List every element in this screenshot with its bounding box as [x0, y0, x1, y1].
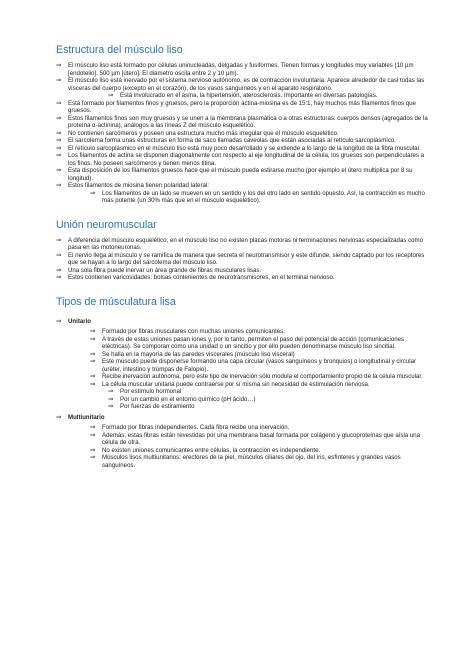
list-item: ⇒ Formado por fibras independientes. Cada fibra recibe una inervación. — [90, 423, 290, 431]
list-item: ⇒ Está involucrado en el asma, la hipertensión, aterosclerosis. Importante en diversas patologías. — [108, 91, 378, 99]
arrow-icon: ⇒ — [90, 379, 96, 388]
list-item: ⇒ El nervio llega al músculo y se ramifica de manera que secreta el neurotransmisor y este difunde, siendo captado por los receptores que se hayan a lo largo del sarcolema del músculo liso. — [56, 250, 425, 266]
subheading-multiunitario: ⇒ Multiunitario — [56, 412, 105, 421]
list-item: ⇒ Los filamentos de actina se disponen diagonalmente con respecto al eje longitudinal de la célula, los gruesos son perpendiculares a los finos. No poseen sarcómeros y tienen menos titina. — [56, 151, 425, 167]
arrow-icon: ⇒ — [56, 250, 62, 259]
arrow-icon: ⇒ — [90, 357, 96, 365]
list-item: ⇒ Este músculo puede disponerse formando una capa circular (vasos sanguíneos y bronquios) o longitudinal y circular (uréter, intestino y trompas de Falopio). — [90, 357, 417, 373]
arrow-icon: ⇒ — [56, 98, 62, 107]
list-item: ⇒ Estos filamentos de miosina tienen polaridad lateral: — [56, 181, 209, 189]
arrow-icon: ⇒ — [56, 316, 62, 325]
arrow-icon: ⇒ — [90, 372, 96, 380]
list-item: ⇒ El retículo sarcoplásmico en el músculo liso está muy poco desarrollado y se extiende a lo largo de la longitud de la fibra muscular. — [56, 143, 421, 152]
list-item: ⇒ Los filamentos de un lado se mueven en un sentido y los del otro lado en sentido opuesto. Así, la contracción es mucho más potente (un 30% más que en el músculo esquelético). — [90, 188, 425, 204]
arrow-icon: ⇒ — [56, 235, 62, 244]
arrow-icon: ⇒ — [108, 91, 114, 99]
arrow-icon: ⇒ — [56, 151, 62, 159]
list-item: ⇒ Esta disposición de los filamentos gruesos hace que el músculo pueda estirarse mucho (por ejemplo el útero multiplica por 8 su longitud). — [56, 166, 413, 182]
document-page — [56, 44, 432, 469]
list-item: ⇒ Recibe inervación autónoma, pero este tipo de inervación sólo modula el comportamiento propio de la célula muscular. — [90, 372, 423, 380]
list-item: ⇒ A diferencia del músculo esquelético, en el músculo liso no existen placas motoras ni terminaciones nerviosas especializadas como pasa en las motoneuronas. — [56, 235, 423, 251]
section-title-union: Unión neuromuscular — [56, 218, 157, 231]
list-item: ⇒ Está formado por filamentos finos y gruesos, pero la proporción actina-miosina es de 15:1, hay muchos más filamentos finos que gruesos. — [56, 98, 416, 114]
arrow-icon: ⇒ — [56, 166, 62, 174]
arrow-icon: ⇒ — [56, 61, 62, 69]
list-item: ⇒ Por un cambio en el entorno químico (pH ácido…) — [108, 394, 256, 403]
list-item: ⇒ El sarcolema forma unas estructuras en forma de saco llamadas caveolas que están asociadas al retículo sarcoplásmico. — [56, 136, 396, 144]
arrow-icon: ⇒ — [108, 394, 114, 403]
arrow-icon: ⇒ — [56, 265, 62, 274]
arrow-icon: ⇒ — [56, 128, 62, 137]
list-item: ⇒ A través de estas uniones pasan iones y, por lo tanto, permiten el paso del potencial de acción (comunicaciones eléctricas). Se comporan como una unidad o un sincitio y por ello pueden denominarse músculo liso sincitial. — [90, 334, 405, 350]
list-item: ⇒ No existen uniones comunicantes entre células, la contracción es independiente. — [90, 445, 321, 454]
arrow-icon: ⇒ — [56, 181, 62, 189]
arrow-icon: ⇒ — [56, 76, 62, 84]
list-item: ⇒ Además, estas fibras están revestidas por una membrana basal formada por colágeno y glucoproteínas que aísla una célula de otra. — [90, 430, 421, 446]
list-item: ⇒ Formado por fibras musculares con muchas uniones comunicantes. — [90, 327, 285, 335]
list-item: ⇒ La célula muscular unitaria puede contraerse por sí misma sin necesidad de estimulación nerviosa. — [90, 379, 370, 388]
arrow-icon: ⇒ — [90, 430, 96, 439]
arrow-icon: ⇒ — [108, 402, 114, 410]
arrow-icon: ⇒ — [108, 387, 114, 395]
list-item: ⇒ Músculos lisos multiunitarios: erectores de la piel, músculos ciliares del ojo, del iris, esfínteres y grandes vasos sanguíneos. — [90, 453, 401, 469]
list-item: ⇒ Por estímulo hormonal — [108, 387, 182, 395]
section-title-tipos: Tipos de músculatura lisa — [56, 295, 176, 308]
list-item: ⇒ Una sola fibra puede inervar un área grande de fibras musculares lisas. — [56, 265, 262, 274]
arrow-icon: ⇒ — [90, 453, 96, 461]
list-item: ⇒ El músculo liso está formado por células uninucleadas, delgadas y fusiformes. Tienen formas y longitudes muy variables (10 µm [endotelio], 500 µm [útero]. El diámetro oscila entre 2 y 10 µm). — [56, 61, 414, 77]
arrow-icon: ⇒ — [90, 334, 96, 343]
arrow-icon: ⇒ — [56, 136, 62, 144]
arrow-icon: ⇒ — [56, 143, 62, 152]
list-item: ⇒ El músculo liso está inervado por el sistema nervioso autónomo, es de contracción involuntaria. Aparece alrededor de casi todas las vísceras del cuerpo (excepto en el corazón), de los vasos sanguíneos y en el aparato respiratorio. — [56, 76, 425, 92]
arrow-icon: ⇒ — [90, 423, 96, 431]
subheading-unitario: ⇒ Unitario — [56, 316, 92, 325]
arrow-icon: ⇒ — [56, 273, 62, 281]
arrow-icon: ⇒ — [56, 113, 62, 122]
arrow-icon: ⇒ — [90, 188, 96, 197]
arrow-icon: ⇒ — [90, 349, 96, 358]
list-item: ⇒ Se halla en la mayoría de las paredes viscerales (músculo liso visceral) — [90, 349, 295, 358]
arrow-icon: ⇒ — [56, 412, 62, 421]
arrow-icon: ⇒ — [90, 327, 96, 335]
list-item: ⇒ Por fuerzas de estiramiento — [108, 402, 195, 410]
arrow-icon: ⇒ — [90, 445, 96, 454]
list-item: ⇒ Estos contienen varicosidades: bolsas contenientes de neurotransmisores, en el terminal nervioso. — [56, 273, 335, 281]
section-title-estructura: Estructura del músculo liso — [56, 44, 183, 56]
list-item: ⇒ Estos filamentos finos son muy gruesos y se unen a la membrana plasmática o a otras estructuras: cuerpos densos (agregados de la proteína α-actinina), análogos a las líneas Z del músculo esquelético. — [56, 113, 428, 129]
list-item: ⇒ No contienen sarcómeros y poseen una estructura mucho más irregular que el músculo esquelético. — [56, 128, 339, 137]
